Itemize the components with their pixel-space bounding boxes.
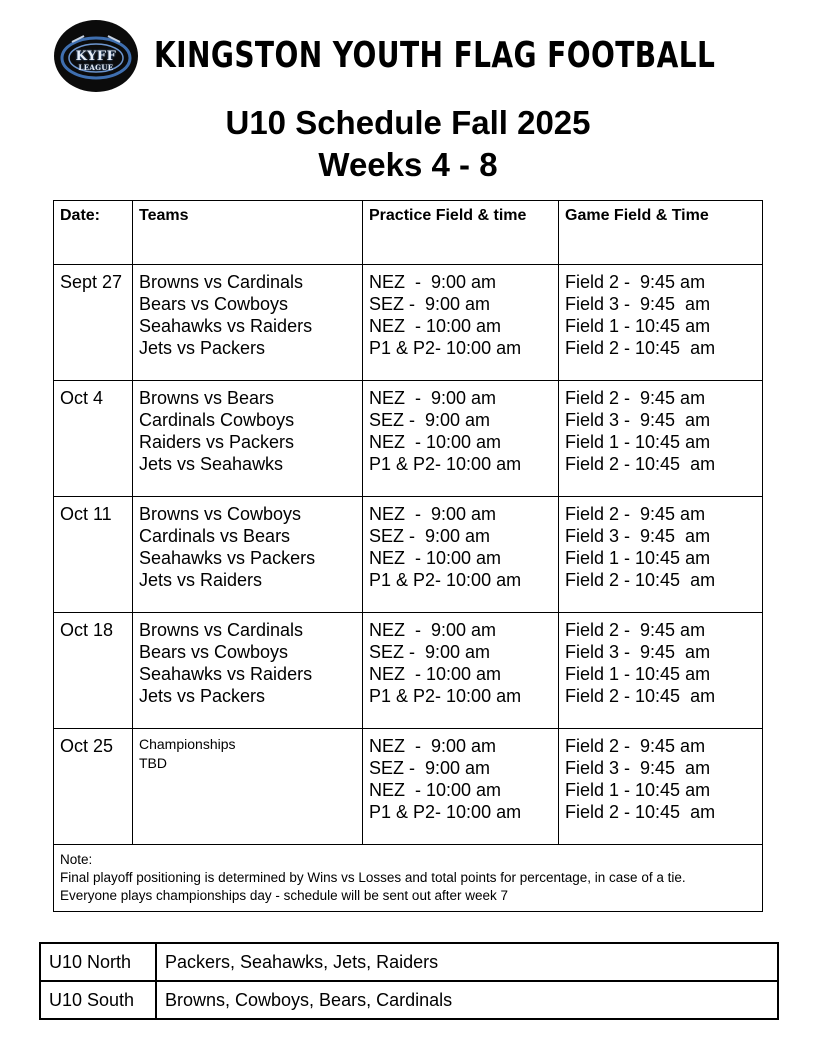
matchup: Championships <box>139 736 236 752</box>
practice-time: NEZ - 9:00 am <box>369 736 497 756</box>
game-time: Field 2 - 9:45 am <box>565 272 706 292</box>
teams-cell <box>133 729 363 845</box>
matchup: Cardinals Cowboys <box>139 410 295 430</box>
game-time: Field 1 - 10:45 am <box>565 432 711 452</box>
practice-time: NEZ - 9:00 am <box>369 388 497 408</box>
practice-time: P1 & P2- 10:00 am <box>369 338 522 358</box>
table-row <box>54 613 763 729</box>
practice-time: P1 & P2- 10:00 am <box>369 570 522 590</box>
schedule-subtitle: Weeks 4 - 8 <box>318 146 498 183</box>
note-label: Note: <box>60 852 93 867</box>
header-teams: Teams <box>133 201 363 265</box>
practice-time: P1 & P2- 10:00 am <box>369 802 522 822</box>
league-logo <box>54 20 138 92</box>
practice-time: NEZ - 10:00 am <box>369 316 502 336</box>
game-cell <box>559 497 763 613</box>
game-time: Field 2 - 9:45 am <box>565 388 706 408</box>
date-cell: Oct 18 <box>54 613 133 729</box>
practice-time: NEZ - 10:00 am <box>369 780 502 800</box>
matchup: Jets vs Packers <box>139 338 266 358</box>
practice-cell <box>363 613 559 729</box>
practice-time: SEZ - 9:00 am <box>369 294 491 314</box>
game-time: Field 1 - 10:45 am <box>565 780 711 800</box>
table-row <box>40 981 778 1019</box>
note-row <box>54 845 763 912</box>
practice-time: SEZ - 9:00 am <box>369 758 491 778</box>
game-time: Field 2 - 9:45 am <box>565 504 706 524</box>
table-row <box>40 943 778 981</box>
schedule-header-row <box>54 201 763 265</box>
practice-time: NEZ - 9:00 am <box>369 504 497 524</box>
schedule-title: U10 Schedule Fall 2025 <box>225 104 591 141</box>
schedule-table <box>53 200 763 912</box>
matchup: Bears vs Cowboys <box>139 294 289 314</box>
division-name: U10 South <box>40 981 156 1019</box>
matchup: Jets vs Packers <box>139 686 266 706</box>
matchup: Seahawks vs Raiders <box>139 664 313 684</box>
table-row <box>54 497 763 613</box>
matchup: Seahawks vs Packers <box>139 548 316 568</box>
game-time: Field 1 - 10:45 am <box>565 548 711 568</box>
teams-cell <box>133 497 363 613</box>
divisions-table <box>39 942 779 1020</box>
table-row <box>54 265 763 381</box>
game-cell <box>559 381 763 497</box>
division-teams: Packers, Seahawks, Jets, Raiders <box>156 943 778 981</box>
game-time: Field 2 - 9:45 am <box>565 736 706 756</box>
game-time: Field 3 - 9:45 am <box>565 410 711 430</box>
note-cell <box>54 845 763 912</box>
matchup: Browns vs Bears <box>139 388 275 408</box>
game-time: Field 2 - 9:45 am <box>565 620 706 640</box>
page-header <box>54 20 774 94</box>
practice-cell <box>363 265 559 381</box>
practice-time: NEZ - 10:00 am <box>369 664 502 684</box>
practice-time: SEZ - 9:00 am <box>369 410 491 430</box>
teams-cell <box>133 265 363 381</box>
game-time: Field 1 - 10:45 am <box>565 316 711 336</box>
practice-time: SEZ - 9:00 am <box>369 526 491 546</box>
practice-time: SEZ - 9:00 am <box>369 642 491 662</box>
date-cell: Sept 27 <box>54 265 133 381</box>
matchup: Cardinals vs Bears <box>139 526 291 546</box>
matchup: Jets vs Raiders <box>139 570 263 590</box>
game-time: Field 3 - 9:45 am <box>565 642 711 662</box>
game-time: Field 2 - 10:45 am <box>565 570 716 590</box>
game-time: Field 3 - 9:45 am <box>565 526 711 546</box>
game-time: Field 3 - 9:45 am <box>565 294 711 314</box>
matchup: Browns vs Cardinals <box>139 620 304 640</box>
table-row <box>54 381 763 497</box>
practice-time: NEZ - 9:00 am <box>369 272 497 292</box>
practice-time: NEZ - 9:00 am <box>369 620 497 640</box>
game-cell <box>559 613 763 729</box>
game-time: Field 2 - 10:45 am <box>565 686 716 706</box>
matchup: Browns vs Cardinals <box>139 272 304 292</box>
note-line: Everyone plays championships day - schedule will be sent out after week 7 <box>60 888 508 903</box>
date-cell: Oct 25 <box>54 729 133 845</box>
game-time: Field 2 - 10:45 am <box>565 338 716 358</box>
date-cell: Oct 4 <box>54 381 133 497</box>
practice-time: NEZ - 10:00 am <box>369 548 502 568</box>
header-practice: Practice Field & time <box>363 201 559 265</box>
game-time: Field 2 - 10:45 am <box>565 454 716 474</box>
division-teams: Browns, Cowboys, Bears, Cardinals <box>156 981 778 1019</box>
note-line: Final playoff positioning is determined by Wins vs Losses and total points for percentage, in case of a tie. <box>60 870 686 885</box>
header-game: Game Field & Time <box>559 201 763 265</box>
org-title: KINGSTON YOUTH FLAG FOOTBALL <box>154 35 716 76</box>
logo-text-primary: KYFF <box>75 49 117 64</box>
game-cell <box>559 265 763 381</box>
game-time: Field 3 - 9:45 am <box>565 758 711 778</box>
table-row <box>54 729 763 845</box>
game-cell <box>559 729 763 845</box>
practice-time: P1 & P2- 10:00 am <box>369 686 522 706</box>
practice-time: P1 & P2- 10:00 am <box>369 454 522 474</box>
teams-cell <box>133 381 363 497</box>
matchup: TBD <box>139 755 167 771</box>
teams-cell <box>133 613 363 729</box>
game-time: Field 1 - 10:45 am <box>565 664 711 684</box>
practice-cell <box>363 381 559 497</box>
division-name: U10 North <box>40 943 156 981</box>
date-cell: Oct 11 <box>54 497 133 613</box>
matchup: Browns vs Cowboys <box>139 504 302 524</box>
game-time: Field 2 - 10:45 am <box>565 802 716 822</box>
matchup: Seahawks vs Raiders <box>139 316 313 336</box>
practice-cell <box>363 497 559 613</box>
matchup: Raiders vs Packers <box>139 432 295 452</box>
logo-text-secondary: LEAGUE <box>78 63 114 72</box>
matchup: Bears vs Cowboys <box>139 642 289 662</box>
header-date: Date: <box>54 201 133 265</box>
practice-time: NEZ - 10:00 am <box>369 432 502 452</box>
practice-cell <box>363 729 559 845</box>
matchup: Jets vs Seahawks <box>139 454 284 474</box>
